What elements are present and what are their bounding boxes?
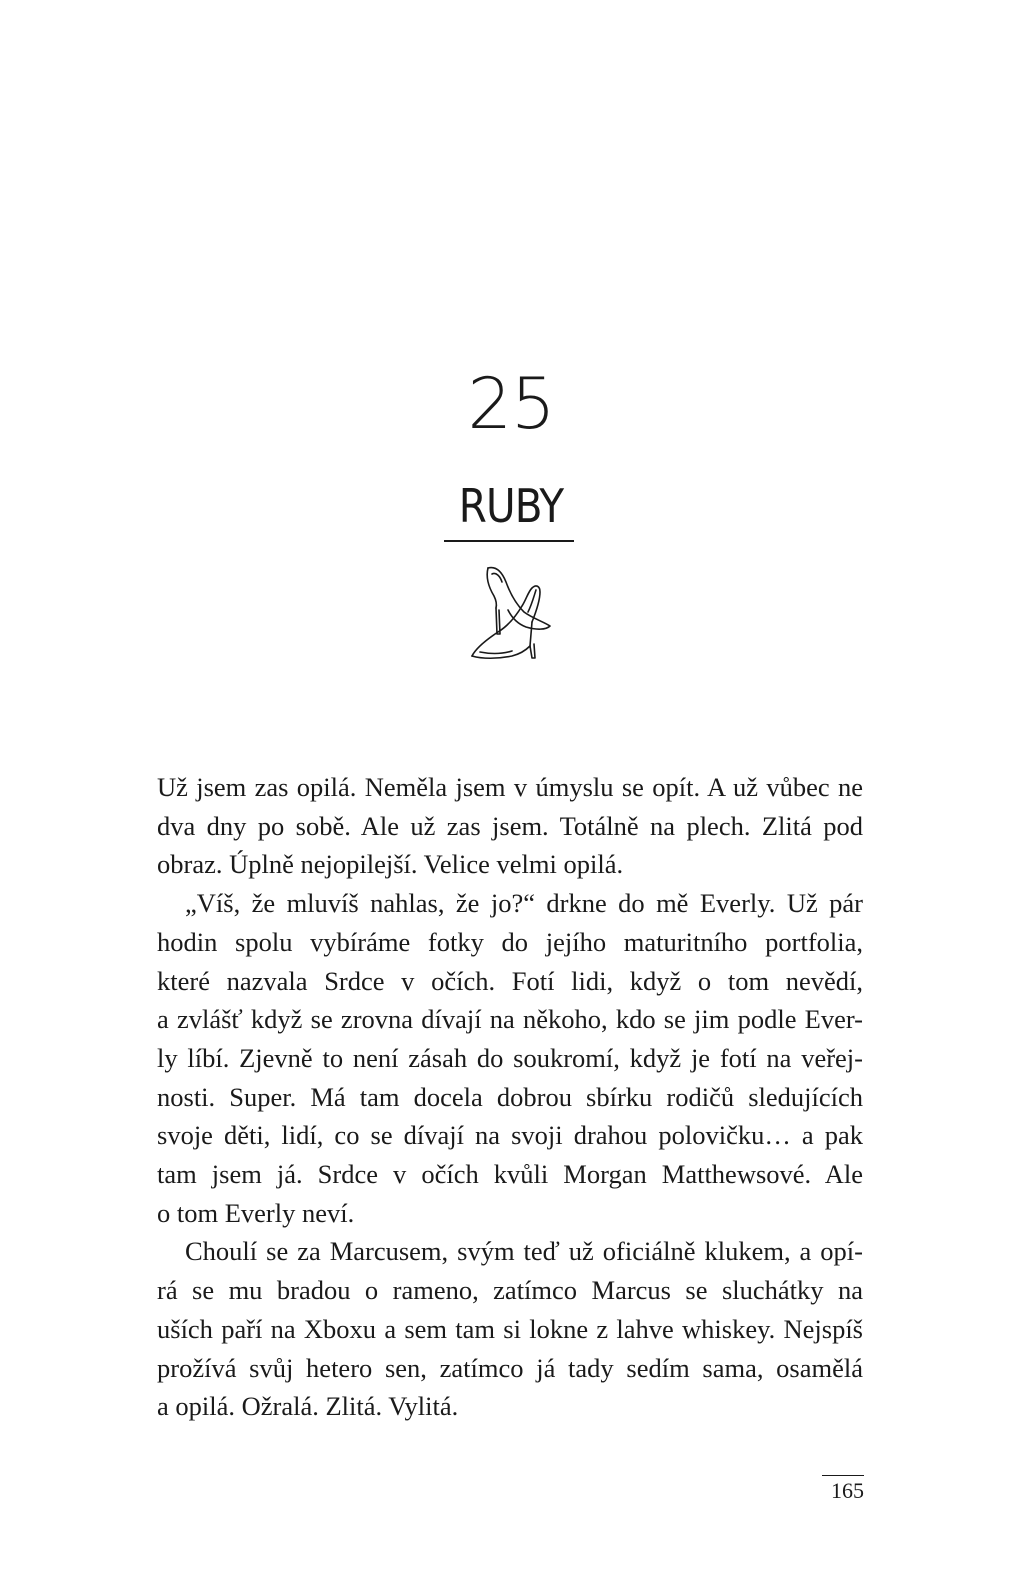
text-line: tam jsem já. Srdce v očích kvůli Morgan Matthewsové. Ale bbox=[157, 1159, 863, 1190]
paragraph-1 bbox=[157, 768, 863, 884]
text-line: prožívá svůj hetero sen, zatímco já tady sedím sama, osamělá bbox=[157, 1352, 863, 1383]
high-heel-shoes-icon bbox=[466, 560, 556, 660]
body-text bbox=[157, 768, 863, 1426]
text-line: dva dny po sobě. Ale už zas jsem. Totálně na plech. Zlitá pod bbox=[157, 810, 863, 841]
text-line: které nazvala Srdce v očích. Fotí lidi, když o tom nevědí, bbox=[157, 965, 863, 996]
paragraph-3 bbox=[157, 1232, 863, 1426]
chapter-number: 25 bbox=[467, 363, 555, 445]
folio-rule bbox=[822, 1475, 864, 1476]
text-line: ly líbí. Zjevně to není zásah do soukromí, když je fotí na veřej- bbox=[157, 1042, 863, 1073]
text-line: o tom Everly neví. bbox=[157, 1197, 355, 1228]
high-heel-shoes-drawing bbox=[466, 560, 556, 660]
text-line: Už jsem zas opilá. Neměla jsem v úmyslu se opít. A už vůbec ne bbox=[157, 772, 863, 802]
chapter-title: RUBY bbox=[458, 479, 564, 533]
text-line: svoje děti, lidí, co se dívají na svoji drahou polovičku… a pak bbox=[157, 1120, 863, 1151]
page-number: 165 bbox=[831, 1478, 864, 1503]
text-line: a zvlášť když se zrovna dívají na někoho, kdo se jim podle Ever- bbox=[157, 1004, 863, 1035]
text-line: obraz. Úplně nejopilejší. Velice velmi opilá. bbox=[157, 849, 624, 880]
text-line: nosti. Super. Má tam docela dobrou sbírku rodičů sledujících bbox=[157, 1081, 863, 1112]
text-line: Choulí se za Marcusem, svým teď už oficiálně klukem, a opí- bbox=[185, 1236, 863, 1267]
text-line: „Víš, že mluvíš nahlas, že jo?“ drkne do mě Everly. Už pár bbox=[185, 888, 863, 919]
text-line: a opilá. Ožralá. Zlitá. Vylitá. bbox=[157, 1391, 459, 1422]
text-line: uších paří na Xboxu a sem tam si lokne z lahve whiskey. Nejspíš bbox=[157, 1313, 863, 1344]
text-line: hodin spolu vybíráme fotky do jejího maturitního portfolia, bbox=[157, 926, 863, 957]
paragraph-2 bbox=[157, 884, 863, 1232]
text-line: rá se mu bradou o rameno, zatímco Marcus se sluchátky na bbox=[157, 1275, 863, 1306]
title-underline bbox=[444, 540, 574, 542]
